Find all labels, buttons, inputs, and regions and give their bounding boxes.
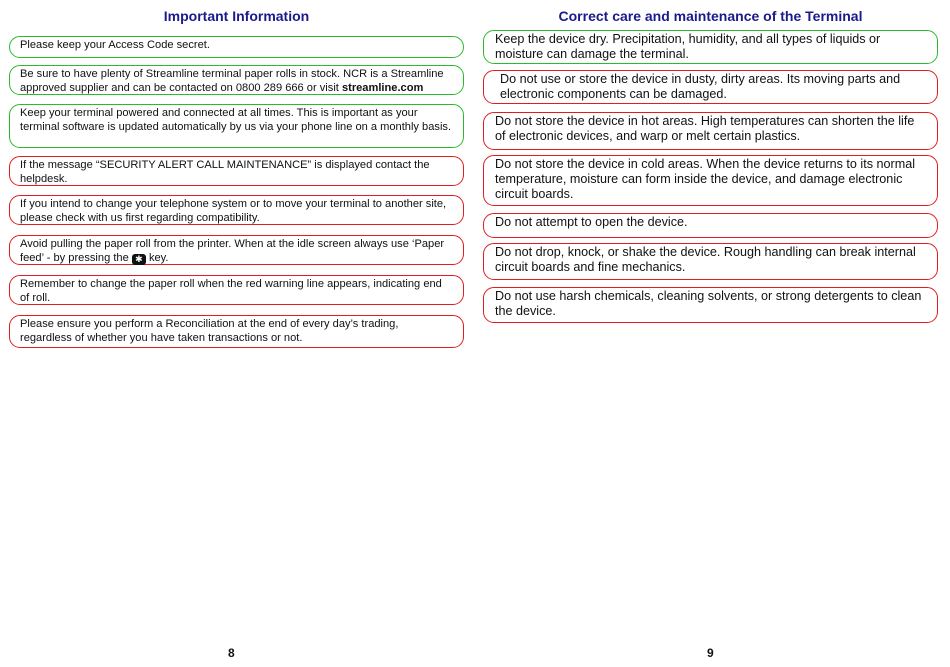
care-item-text: Do not use harsh chemicals, cleaning solvents, or strong detergents to clean the device. (495, 289, 922, 318)
info-item-text: Please ensure you perform a Reconciliation at the end of every day’s trading, regardless of whether you have taken transactions or not. (20, 318, 399, 344)
paper-feed-key-icon: ✱ (132, 254, 146, 265)
page-number: 9 (707, 646, 714, 660)
info-item-text-after: key. (148, 251, 169, 264)
info-item-paper-rolls (9, 65, 464, 95)
info-item-text: Remember to change the paper roll when the red warning line appears, indicating end of roll. (20, 278, 442, 304)
info-item-security-alert (9, 156, 464, 186)
care-item-cold (483, 155, 938, 206)
info-item-paper-feed (9, 235, 464, 265)
info-item-text: If the message “SECURITY ALERT CALL MAINTENANCE” is displayed contact the helpdesk. (20, 159, 430, 185)
info-item-text: Keep your terminal powered and connected at all times. This is important as your terminal software is updated automatically by us via your phone line on a monthly basis. (20, 107, 452, 133)
care-item-dusty (483, 70, 938, 104)
care-item-text: Do not store the device in cold areas. When the device returns to its normal temperature, moisture can form inside the device, and damage electronic circuit boards. (495, 157, 916, 201)
page-9 (483, 0, 938, 667)
page-8-heading: Important Information (163, 8, 310, 24)
info-item-text: If you intend to change your telephone system or to move your terminal to another site, please check with us first regarding compatibility. (20, 198, 447, 224)
care-item-hot (483, 112, 938, 150)
care-item-text: Do not attempt to open the device. (495, 215, 688, 229)
info-item-text: Be sure to have plenty of Streamline terminal paper rolls in stock. NCR is a Streamline approved supplier and can be contacted on 0800 289 666 or visit (20, 68, 444, 94)
page-number: 8 (228, 646, 235, 660)
care-item-dry (483, 30, 938, 64)
info-item-access-code (9, 36, 464, 58)
streamline-link-text: streamline.com (341, 81, 424, 94)
info-item-text: Avoid pulling the paper roll from the printer. When at the idle screen always use ‘Paper feed’ - by pressing the (20, 238, 445, 264)
care-item-drop (483, 243, 938, 280)
info-item-power (9, 104, 464, 148)
info-item-paper-roll (9, 275, 464, 305)
page-9-heading: Correct care and maintenance of the Terminal (558, 8, 863, 24)
page-8 (9, 0, 464, 667)
info-item-telephone (9, 195, 464, 225)
care-item-text: Do not store the device in hot areas. High temperatures can shorten the life of electronic devices, and warp or melt certain plastics. (495, 114, 915, 143)
info-item-text: Please keep your Access Code secret. (20, 39, 210, 51)
info-item-reconciliation (9, 315, 464, 348)
care-item-text: Do not use or store the device in dusty, dirty areas. Its moving parts and electronic components can be damaged. (500, 72, 901, 101)
care-item-open (483, 213, 938, 238)
care-item-chemicals (483, 287, 938, 323)
care-item-text: Keep the device dry. Precipitation, humidity, and all types of liquids or moisture can damage the terminal. (495, 32, 881, 61)
care-item-text: Do not drop, knock, or shake the device. Rough handling can break internal circuit boards and fine mechanics. (495, 245, 916, 274)
